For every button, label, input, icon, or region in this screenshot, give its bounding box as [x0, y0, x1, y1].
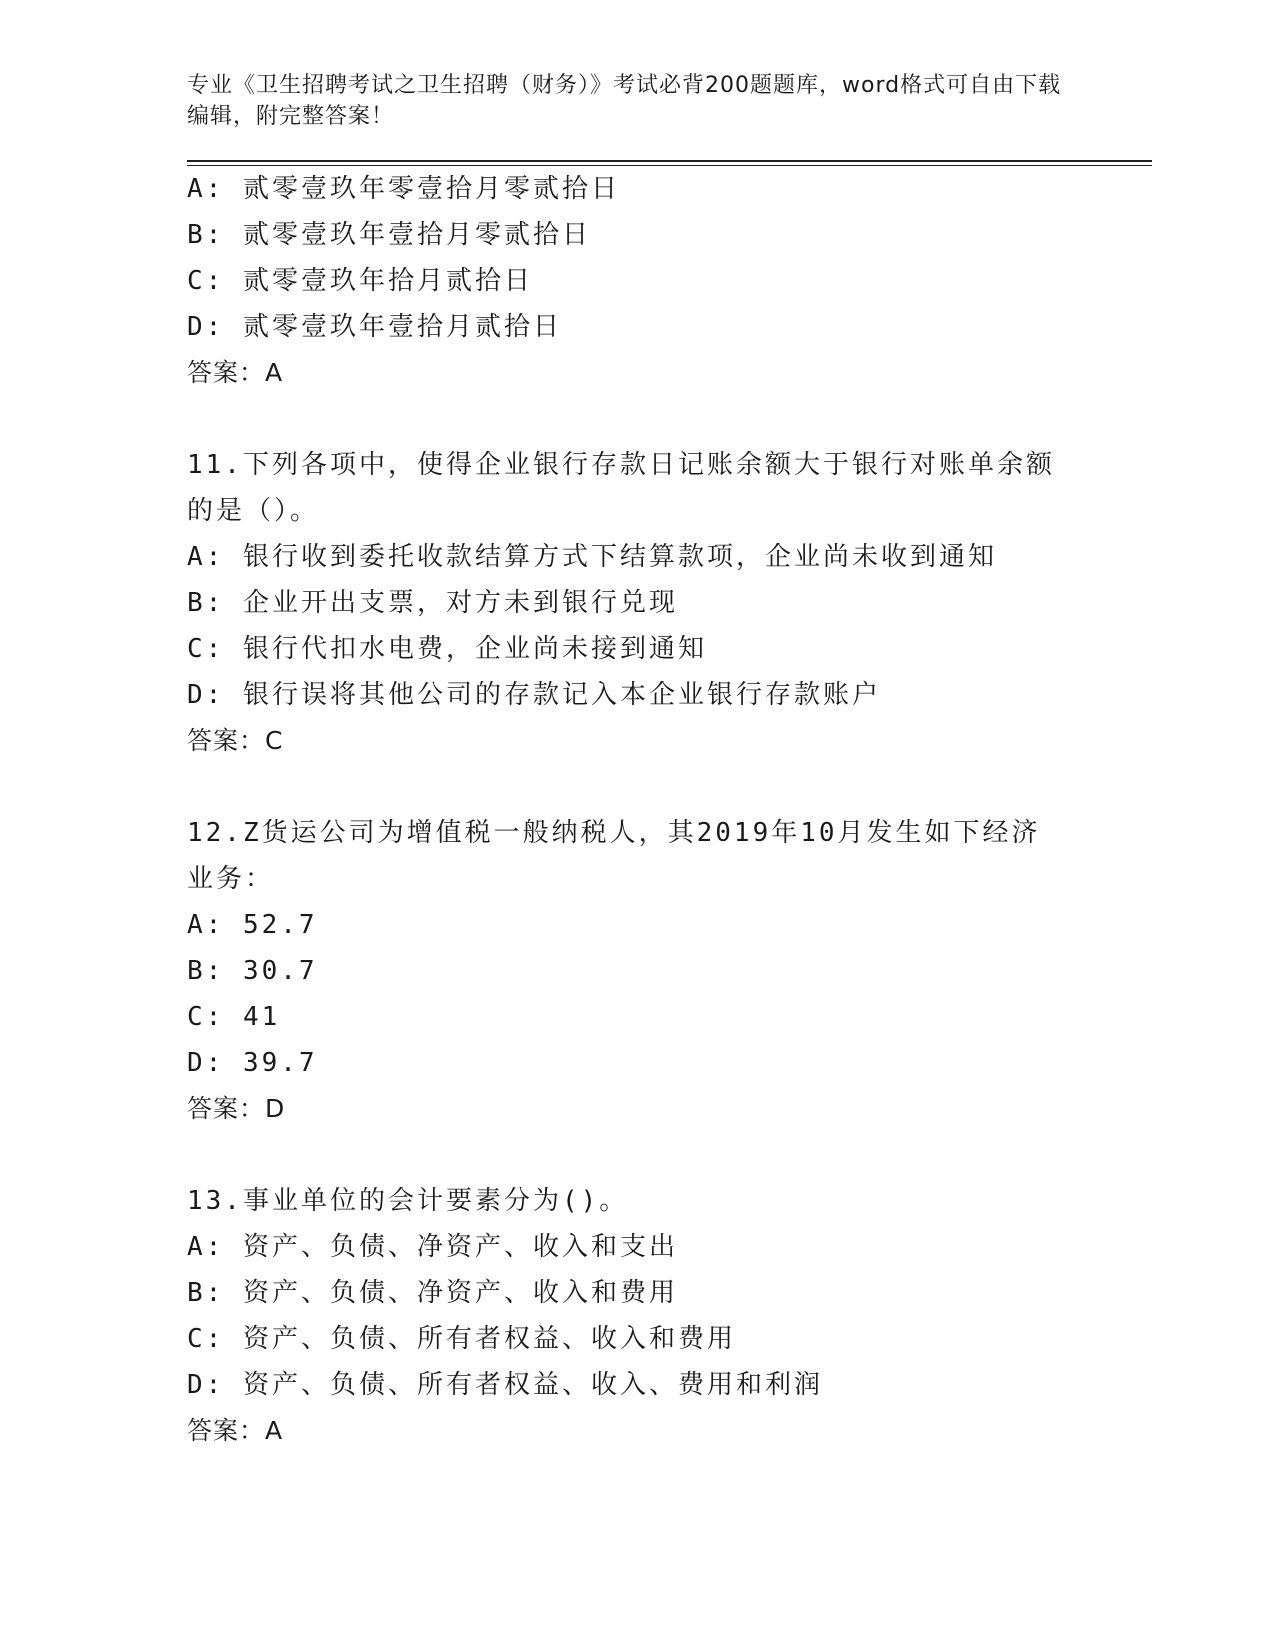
option-c: C: 银行代扣水电费，企业尚未接到通知: [187, 634, 707, 664]
question-block: [187, 1178, 1152, 1454]
option-d: D: 资产、负债、所有者权益、收入、费用和利润: [187, 1370, 823, 1400]
question-block: [187, 166, 1152, 396]
answer-line: 答案：A: [187, 358, 284, 387]
question-text: 13.事业单位的会计要素分为()。: [187, 1186, 629, 1216]
document-header: 专业《卫生招聘考试之卫生招聘（财务）》考试必背200题题库，word格式可自由下载编辑，附完整答案！: [187, 73, 1062, 129]
question-block: [187, 810, 1152, 1132]
option-b: B: 企业开出支票，对方未到银行兑现: [187, 588, 678, 618]
block-spacer: [187, 764, 1152, 810]
option-d: D: 银行误将其他公司的存款记入本企业银行存款账户: [187, 680, 881, 710]
answer-line: 答案：C: [187, 726, 284, 755]
option-a: A: 贰零壹玖年零壹拾月零贰拾日: [187, 174, 620, 204]
question-text: 11.下列各项中，使得企业银行存款日记账余额大于银行对账单余额的是（）。: [187, 450, 1055, 526]
option-c: C: 资产、负债、所有者权益、收入和费用: [187, 1324, 736, 1354]
option-b: B: 贰零壹玖年壹拾月零贰拾日: [187, 220, 591, 250]
option-d: D: 贰零壹玖年壹拾月贰拾日: [187, 312, 562, 342]
option-a: A: 52.7: [187, 910, 318, 940]
option-c: C: 41: [187, 1002, 281, 1032]
question-block: [187, 442, 1152, 764]
option-b: B: 资产、负债、净资产、收入和费用: [187, 1278, 678, 1308]
option-a: A: 资产、负债、净资产、收入和支出: [187, 1232, 678, 1262]
option-d: D: 39.7: [187, 1048, 318, 1078]
option-a: A: 银行收到委托收款结算方式下结算款项，企业尚未收到通知: [187, 542, 997, 572]
answer-line: 答案：D: [187, 1094, 286, 1123]
block-spacer: [187, 1132, 1152, 1178]
document-page: [187, 70, 1152, 1454]
block-spacer: [187, 396, 1152, 442]
answer-line: 答案：A: [187, 1416, 284, 1445]
question-text: 12.Z货运公司为增值税一般纳税人，其2019年10月发生如下经济业务：: [187, 818, 1041, 894]
option-c: C: 贰零壹玖年拾月贰拾日: [187, 266, 533, 296]
option-b: B: 30.7: [187, 956, 318, 986]
